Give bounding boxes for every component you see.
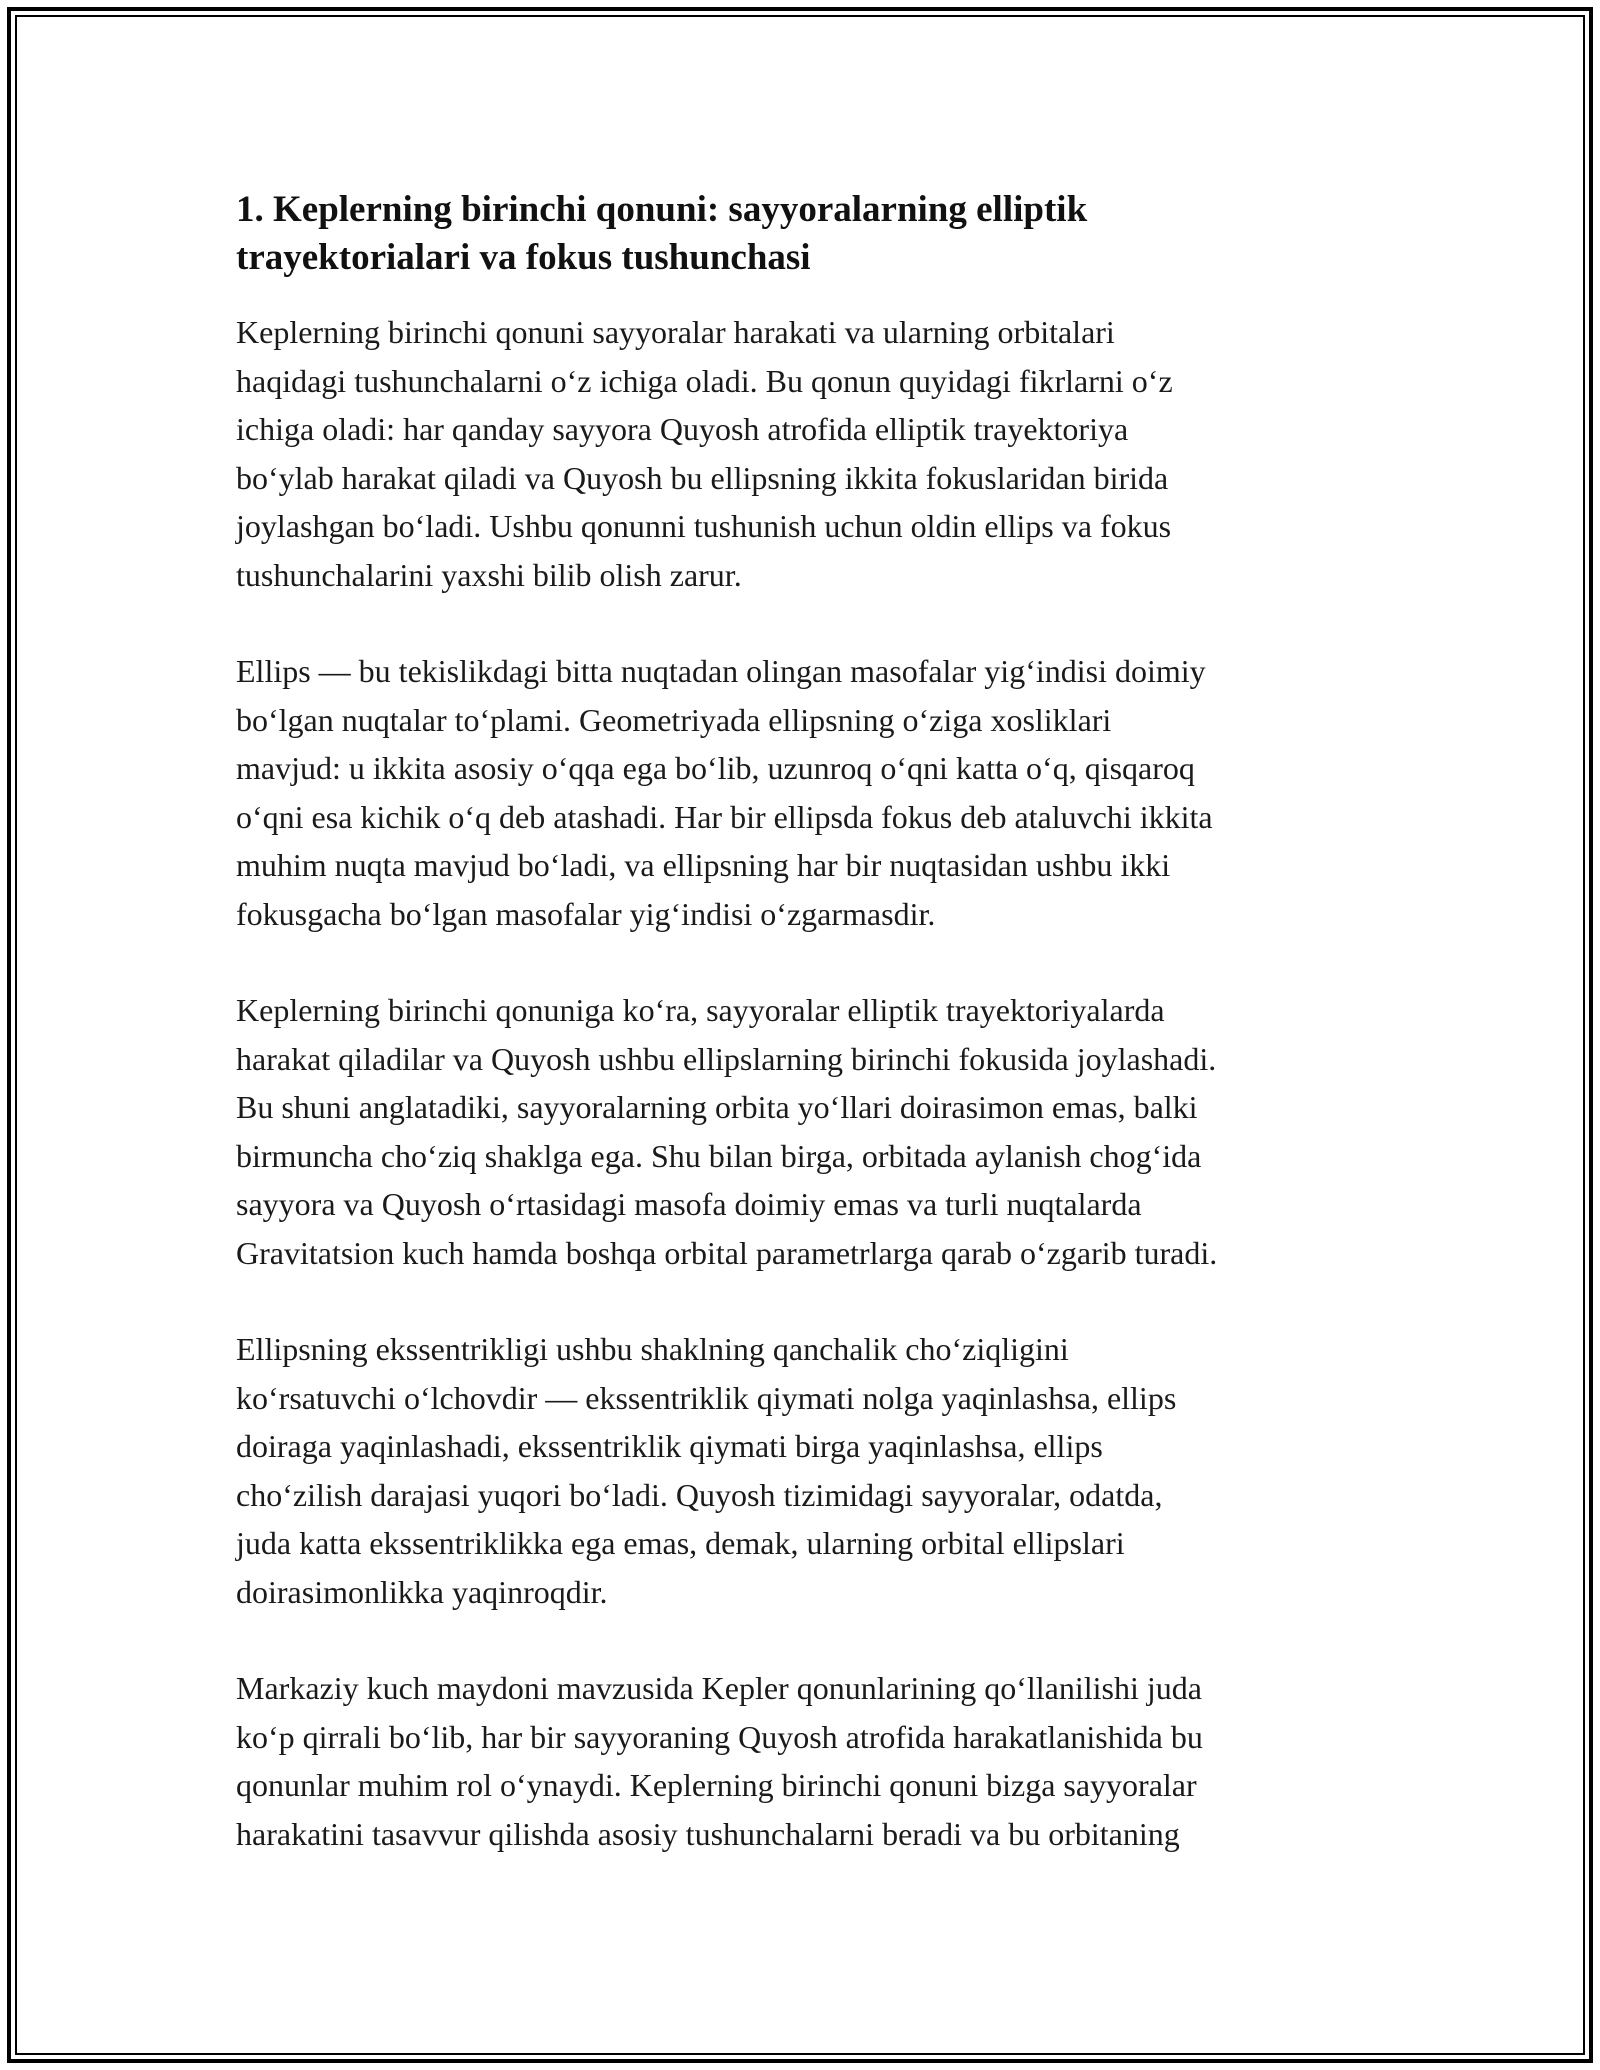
text-line: ko‘rsatuvchi o‘lchovdir — ekssentriklik qiymati nolga yaqinlashsa, ellips: [236, 1379, 1177, 1416]
paragraph-3: [236, 986, 1370, 1277]
text-line: Markaziy kuch maydoni mavzusida Kepler qonunlarining qo‘llanilishi juda: [236, 1670, 1202, 1706]
text-line: ko‘p qirrali bo‘lib, har bir sayyoraning Quyosh atrofida harakatlanishida bu: [236, 1718, 1203, 1755]
text-line: joylashgan bo‘ladi. Ushbu qonunni tushunish uchun oldin ellips va fokus: [236, 508, 1172, 544]
paragraph-2: [236, 647, 1370, 938]
text-line: muhim nuqta mavjud bo‘ladi, va ellipsning har bir nuqtasidan ushbu ikki: [236, 847, 1171, 883]
text-line: harakat qiladilar va Quyosh ushbu ellipslarning birinchi fokusida joylashadi.: [236, 1040, 1217, 1077]
text-line: mavjud: u ikkita asosiy o‘qqa ega bo‘lib, uzunroq o‘qni katta o‘q, qisqaroq: [236, 750, 1195, 786]
paragraph-4: [236, 1325, 1370, 1616]
text-line: cho‘zilish darajasi yuqori bo‘ladi. Quyosh tizimidagi sayyoralar, odatda,: [236, 1476, 1163, 1513]
text-line: bo‘ylab harakat qiladi va Quyosh bu ellipsning ikkita fokuslaridan birida: [236, 459, 1169, 496]
text-line: Keplerning birinchi qonuni sayyoralar harakati va ularning orbitalari: [236, 314, 1115, 350]
text-line: Ellipsning ekssentrikligi ushbu shaklning qanchalik cho‘ziqligini: [236, 1331, 1069, 1367]
text-line: doirasimonlikka yaqinroqdir.: [236, 1573, 608, 1610]
heading-line: 1. Keplerning birinchi qonuni: sayyoralarning elliptik: [236, 189, 1088, 230]
text-line: birmuncha cho‘ziq shaklga ega. Shu bilan birga, orbitada aylanish chog‘ida: [236, 1137, 1202, 1174]
text-line: doiraga yaqinlashadi, ekssentriklik qiymati birga yaqinlashsa, ellips: [236, 1428, 1103, 1464]
text-line: Bu shuni anglatadiki, sayyoralarning orbita yo‘llari doirasimon emas, balki: [236, 1089, 1198, 1125]
text-line: harakatini tasavvur qilishda asosiy tushunchalarni beradi va bu orbitaning: [236, 1815, 1180, 1852]
heading-line: trayektorialari va fokus tushunchasi: [236, 237, 811, 278]
document-body: [236, 186, 1370, 1906]
text-line: tushunchalarini yaxshi bilib olish zarur.: [236, 556, 742, 593]
text-line: sayyora va Quyosh o‘rtasidagi masofa doimiy emas va turli nuqtalarda: [236, 1186, 1142, 1222]
paragraph-5: [236, 1664, 1370, 1858]
text-line: Gravitatsion kuch hamda boshqa orbital parametrlarga qarab o‘zgarib turadi.: [236, 1234, 1218, 1271]
paragraph-1: [236, 308, 1370, 599]
text-line: Ellips — bu tekislikdagi bitta nuqtadan olingan masofalar yig‘indisi doimiy: [236, 653, 1206, 689]
text-line: haqidagi tushunchalarni o‘z ichiga oladi. Bu qonun quyidagi fikrlarni o‘z: [236, 362, 1173, 399]
text-line: fokusgacha bo‘lgan masofalar yig‘indisi o‘zgarmasdir.: [236, 895, 936, 932]
text-line: juda katta ekssentriklikka ega emas, demak, ularning orbital ellipslari: [236, 1525, 1125, 1561]
text-line: bo‘lgan nuqtalar to‘plami. Geometriyada ellipsning o‘ziga xosliklari: [236, 701, 1112, 738]
text-line: Keplerning birinchi qonuniga ko‘ra, sayyoralar elliptik trayektoriyalarda: [236, 992, 1165, 1028]
text-line: ichiga oladi: har qanday sayyora Quyosh atrofida elliptik trayektoriya: [236, 411, 1129, 447]
text-line: o‘qni esa kichik o‘q deb atashadi. Har bir ellipsda fokus deb ataluvchi ikkita: [236, 798, 1213, 835]
section-heading: [236, 186, 1370, 282]
text-line: qonunlar muhim rol o‘ynaydi. Keplerning birinchi qonuni bizga sayyoralar: [236, 1767, 1197, 1803]
